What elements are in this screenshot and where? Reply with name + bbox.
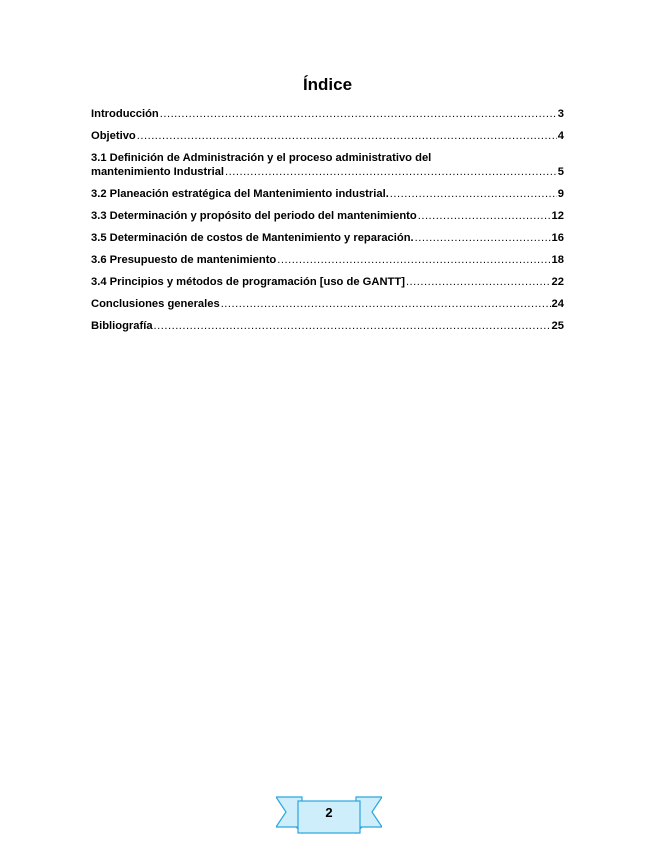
toc-page-number: 24 xyxy=(551,298,564,310)
toc-item-label: Conclusiones generales xyxy=(91,298,220,310)
toc-dot-leader xyxy=(415,231,551,245)
toc-item-3-5[interactable] xyxy=(91,231,564,245)
toc-page-number: 22 xyxy=(551,276,564,288)
table-of-contents xyxy=(91,107,564,341)
toc-dot-leader xyxy=(225,165,557,179)
toc-item-3-2[interactable] xyxy=(91,187,564,201)
toc-page-number: 16 xyxy=(551,232,564,244)
toc-item-label: Bibliografía xyxy=(91,320,153,332)
toc-item-label: 3.6 Presupuesto de mantenimiento xyxy=(91,254,277,266)
toc-item-conclusiones[interactable] xyxy=(91,297,564,311)
toc-page-number: 18 xyxy=(551,254,564,266)
toc-dot-leader xyxy=(160,107,557,121)
toc-page-number: 9 xyxy=(557,188,564,200)
toc-dot-leader xyxy=(406,275,551,289)
toc-dot-leader xyxy=(137,129,557,143)
toc-dot-leader xyxy=(154,319,551,333)
toc-page-number: 12 xyxy=(551,210,564,222)
toc-item-label: 3.2 Planeación estratégica del Mantenimiento industrial. xyxy=(91,188,389,200)
toc-page-number: 3 xyxy=(557,108,564,120)
toc-item-label: Objetivo xyxy=(91,130,136,142)
page-number-badge xyxy=(276,795,382,837)
toc-page-number: 25 xyxy=(551,320,564,332)
toc-item-bibliografia[interactable] xyxy=(91,319,564,333)
toc-item-objetivo[interactable] xyxy=(91,129,564,143)
toc-item-label: mantenimiento Industrial xyxy=(91,166,225,178)
page-number: 2 xyxy=(325,805,333,820)
toc-item-label: Introducción xyxy=(91,108,159,120)
toc-page-number: 5 xyxy=(557,166,564,178)
toc-item-label: 3.5 Determinación de costos de Mantenimiento y reparación. xyxy=(91,232,414,244)
toc-dot-leader xyxy=(277,253,550,267)
toc-item-3-4[interactable] xyxy=(91,275,564,289)
toc-item-label: 3.3 Determinación y propósito del periodo del mantenimiento xyxy=(91,210,417,222)
toc-item-introduccion[interactable] xyxy=(91,107,564,121)
toc-dot-leader xyxy=(390,187,557,201)
toc-dot-leader xyxy=(221,297,551,311)
toc-item-3-1[interactable] xyxy=(91,151,564,179)
toc-item-3-6[interactable] xyxy=(91,253,564,267)
toc-item-3-3[interactable] xyxy=(91,209,564,223)
page-title: Índice xyxy=(302,75,353,94)
toc-page-number: 4 xyxy=(557,130,564,142)
toc-item-label-line1: 3.1 Definición de Administración y el proceso administrativo del xyxy=(91,152,432,164)
toc-item-label: 3.4 Principios y métodos de programación [uso de GANTT] xyxy=(91,276,405,288)
toc-dot-leader xyxy=(418,209,551,223)
